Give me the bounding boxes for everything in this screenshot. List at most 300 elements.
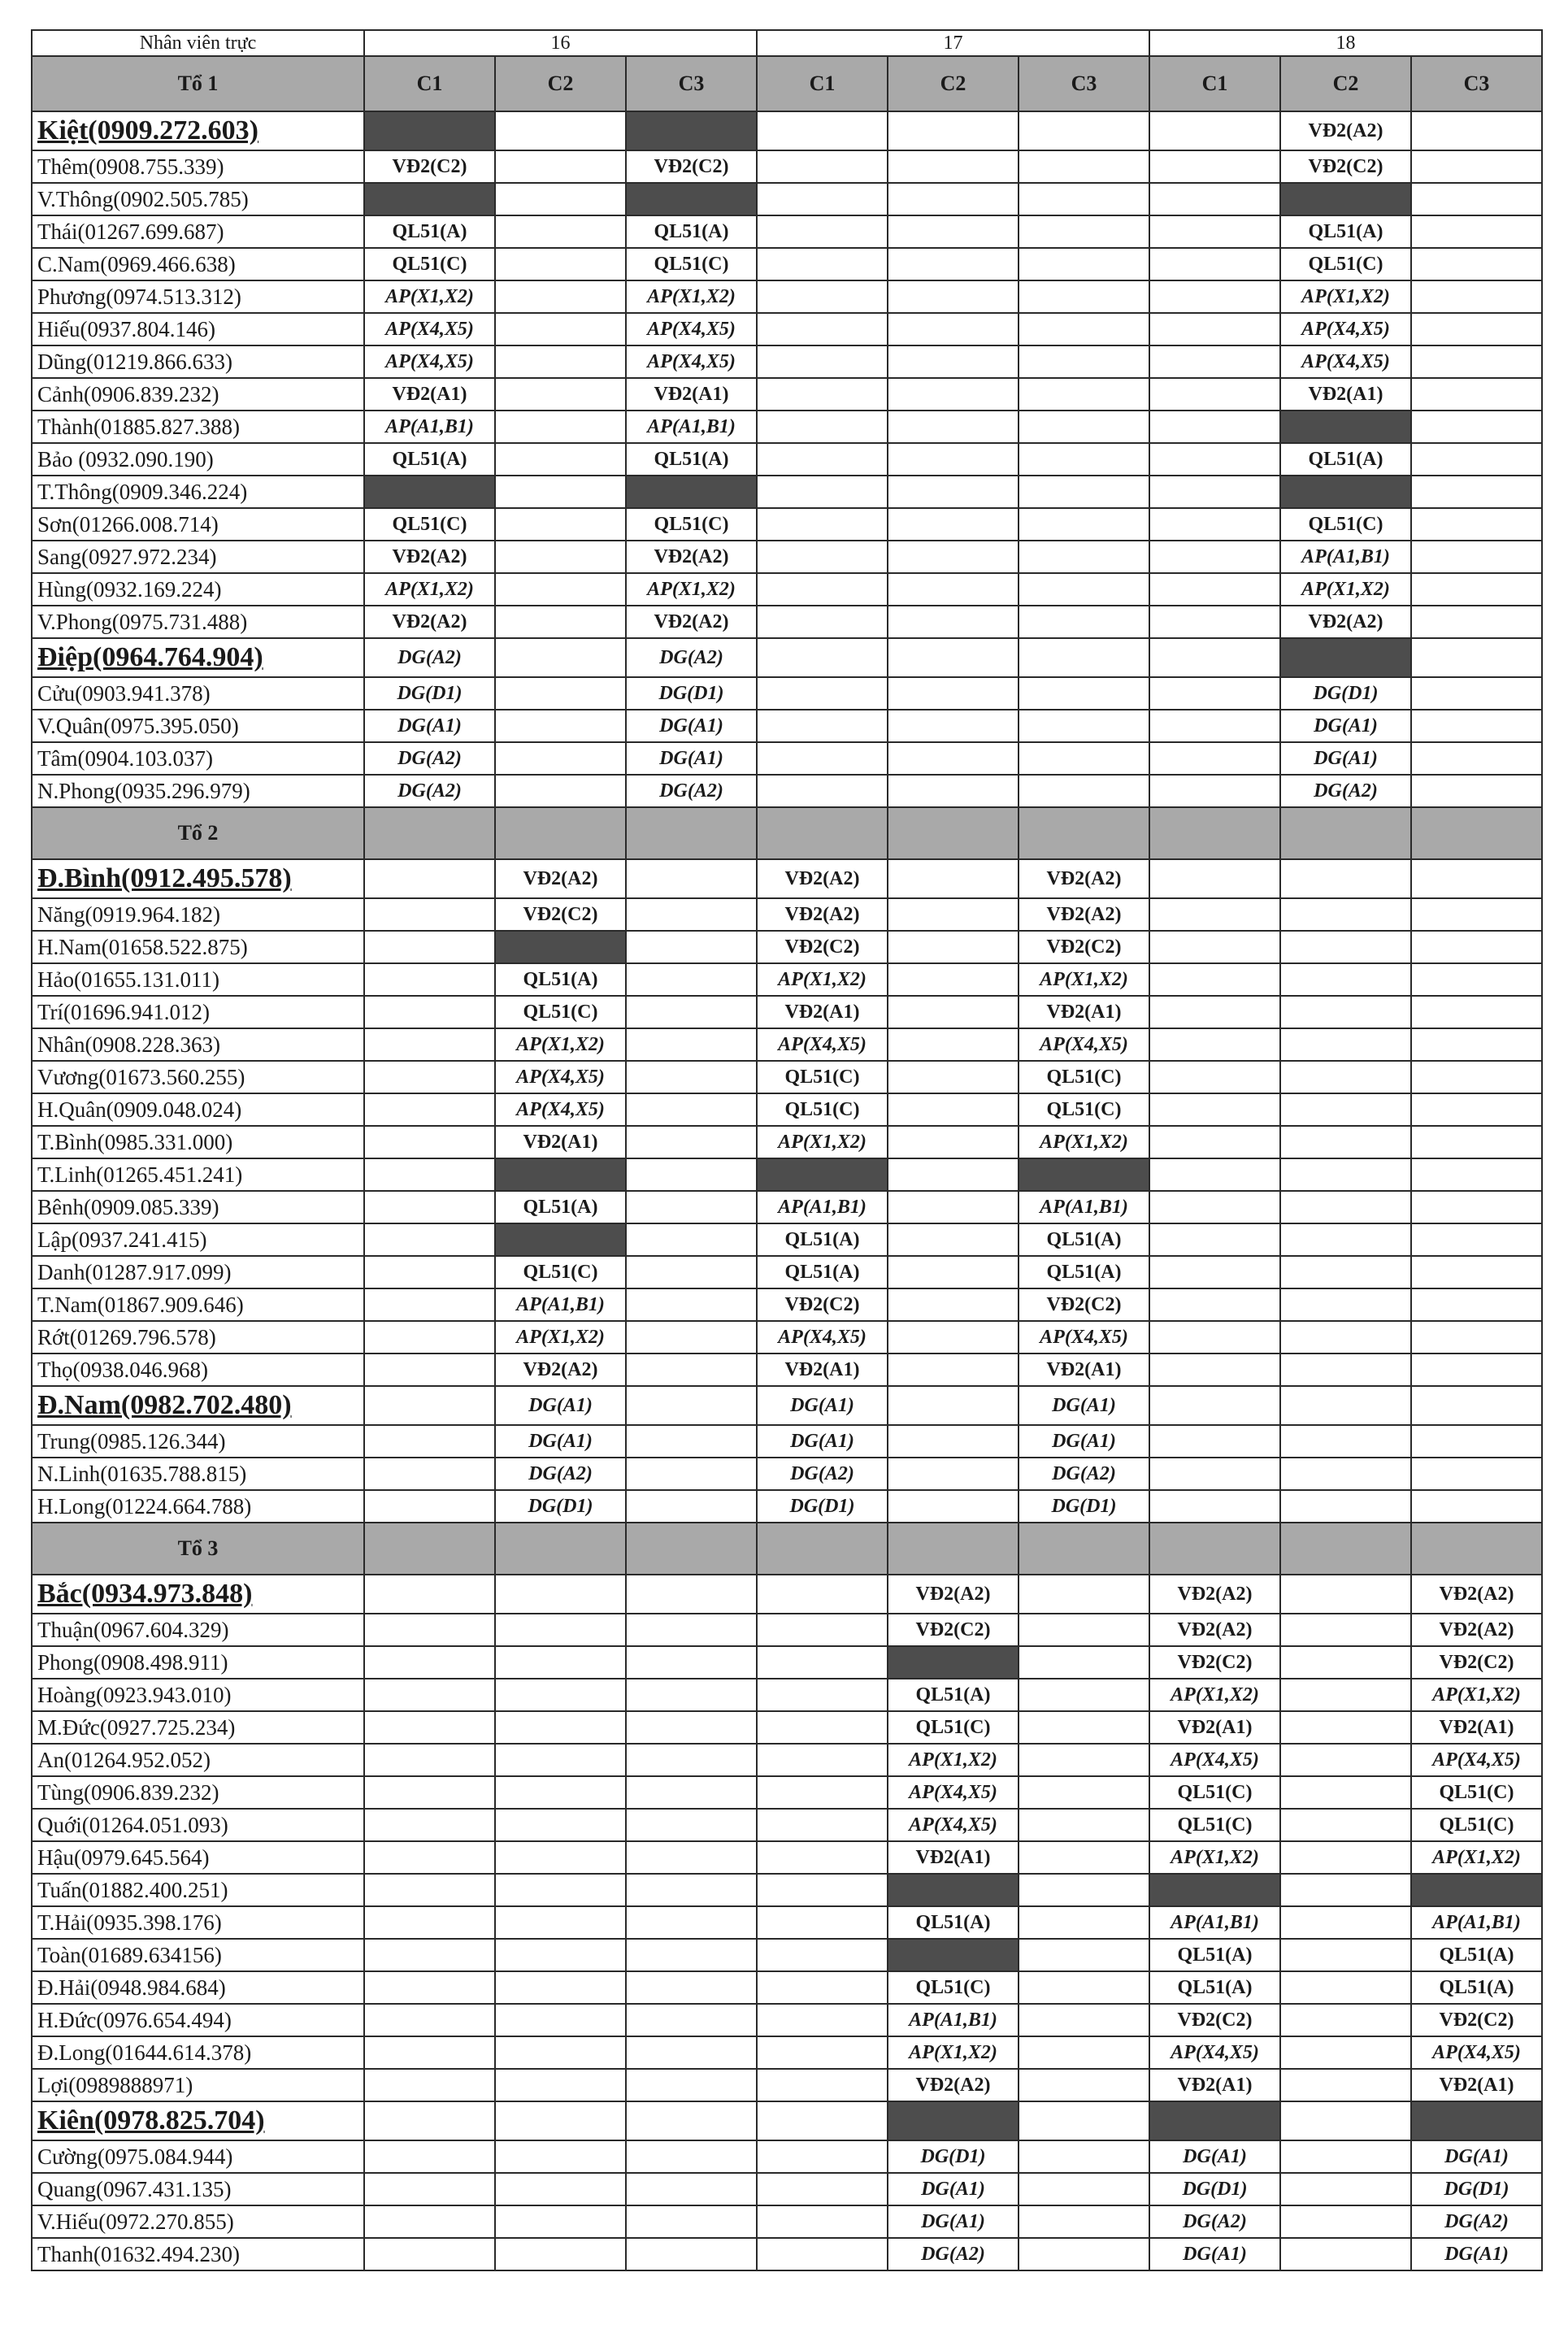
assignment-cell: VĐ2(A1) <box>1411 2069 1542 2101</box>
assignment-cell: QL51(A) <box>757 1223 888 1256</box>
shift-cell <box>1019 1939 1149 1971</box>
shift-cell <box>626 1386 757 1425</box>
assignment-cell: DG(D1) <box>1280 677 1411 710</box>
assignment-cell: QL51(C) <box>757 1061 888 1093</box>
shift-cell <box>1149 248 1280 280</box>
staff-row <box>32 2004 1542 2036</box>
shift-cell <box>1019 280 1149 313</box>
staff-row <box>32 280 1542 313</box>
team-leader-row <box>32 111 1542 150</box>
assignment-cell: DG(D1) <box>1019 1490 1149 1523</box>
shift-cell <box>626 1490 757 1523</box>
assignment-cell: VĐ2(A2) <box>888 2069 1019 2101</box>
staff-name: Sang(0927.972.234) <box>32 541 364 573</box>
assignment-cell: AP(X1,X2) <box>1149 1679 1280 1711</box>
shift-cell <box>757 1575 888 1614</box>
staff-row <box>32 606 1542 638</box>
staff-name: Hùng(0932.169.224) <box>32 573 364 606</box>
staff-row <box>32 1614 1542 1646</box>
assignment-cell: QL51(A) <box>1019 1256 1149 1288</box>
shift-cell <box>1411 111 1542 150</box>
assignment-cell: VĐ2(A2) <box>757 859 888 898</box>
shift-cell <box>1149 1093 1280 1126</box>
staff-row <box>32 345 1542 378</box>
shift-cell <box>626 1614 757 1646</box>
shift-cell <box>364 2140 495 2173</box>
assignment-cell: DG(A1) <box>626 710 757 742</box>
shift-cell <box>626 1809 757 1841</box>
staff-row <box>32 443 1542 476</box>
assignment-cell: DG(A1) <box>1280 710 1411 742</box>
shift-cell <box>495 508 626 541</box>
shift-cell <box>1411 1093 1542 1126</box>
shift-cell <box>495 476 626 508</box>
staff-name: Hiếu(0937.804.146) <box>32 313 364 345</box>
staff-row <box>32 1646 1542 1679</box>
group-label: Tổ 3 <box>32 1523 364 1575</box>
assignment-cell: VĐ2(A2) <box>1019 898 1149 931</box>
assignment-cell: QL51(A) <box>1280 215 1411 248</box>
shift-cell <box>1149 313 1280 345</box>
shift-cell <box>364 2173 495 2205</box>
staff-row <box>32 2173 1542 2205</box>
shift-cell <box>495 1679 626 1711</box>
shift-cell <box>1019 677 1149 710</box>
shift-cell <box>1019 775 1149 807</box>
assignment-cell: AP(X4,X5) <box>888 1809 1019 1841</box>
shift-cell <box>1280 1256 1411 1288</box>
shift-cell <box>1280 1744 1411 1776</box>
off-duty-cell <box>1280 183 1411 215</box>
shift-cell <box>1019 1744 1149 1776</box>
shift-cell <box>1019 1841 1149 1874</box>
assignment-cell: AP(X4,X5) <box>888 1776 1019 1809</box>
off-duty-cell <box>1019 1158 1149 1191</box>
shift-cell <box>757 1711 888 1744</box>
shift-cell <box>757 541 888 573</box>
staff-row <box>32 1425 1542 1458</box>
shift-cell <box>495 573 626 606</box>
shift-cell <box>1019 2036 1149 2069</box>
shift-cell <box>495 1906 626 1939</box>
shift-cell <box>495 345 626 378</box>
shift-cell <box>757 215 888 248</box>
shift-header: C1 <box>757 56 888 111</box>
shift-cell <box>757 1874 888 1906</box>
staff-row <box>32 1223 1542 1256</box>
shift-cell <box>1149 859 1280 898</box>
off-duty-cell <box>626 111 757 150</box>
off-duty-cell <box>888 2101 1019 2140</box>
shift-cell <box>626 1288 757 1321</box>
shift-cell <box>495 1874 626 1906</box>
team-leader-name: Đ.Nam(0982.702.480) <box>32 1386 364 1425</box>
shift-cell <box>1019 2069 1149 2101</box>
off-duty-cell <box>364 111 495 150</box>
shift-cell <box>1411 378 1542 411</box>
shift-cell <box>626 1841 757 1874</box>
shift-cell <box>495 1614 626 1646</box>
shift-cell <box>1280 1679 1411 1711</box>
staff-name: Cường(0975.084.944) <box>32 2140 364 2173</box>
staff-name: Đ.Long(01644.614.378) <box>32 2036 364 2069</box>
shift-cell <box>757 280 888 313</box>
shift-cell <box>1149 677 1280 710</box>
assignment-cell: DG(A2) <box>1149 2205 1280 2238</box>
shift-cell <box>1411 1386 1542 1425</box>
off-duty-cell <box>1280 411 1411 443</box>
shift-cell <box>888 1191 1019 1223</box>
shift-cell <box>626 1776 757 1809</box>
shift-cell <box>364 996 495 1028</box>
shift-header: C3 <box>626 56 757 111</box>
shift-cell <box>364 1158 495 1191</box>
assignment-cell: QL51(C) <box>364 248 495 280</box>
shift-cell <box>626 2101 757 2140</box>
shift-cell <box>495 775 626 807</box>
shift-cell <box>757 411 888 443</box>
shift-cell <box>495 313 626 345</box>
shift-cell <box>888 411 1019 443</box>
shift-cell <box>495 1809 626 1841</box>
shift-cell <box>626 1158 757 1191</box>
shift-cell <box>1019 345 1149 378</box>
group-header-cell <box>1019 1523 1149 1575</box>
shift-cell <box>888 1353 1019 1386</box>
group-header-cell <box>1411 1523 1542 1575</box>
assignment-cell: QL51(A) <box>626 215 757 248</box>
assignment-cell: DG(A2) <box>888 2238 1019 2270</box>
shift-cell <box>1280 1158 1411 1191</box>
staff-row <box>32 476 1542 508</box>
staff-name: An(01264.952.052) <box>32 1744 364 1776</box>
assignment-cell: VĐ2(A1) <box>757 1353 888 1386</box>
assignment-cell: AP(A1,B1) <box>1411 1906 1542 1939</box>
staff-name: T.Nam(01867.909.646) <box>32 1288 364 1321</box>
assignment-cell: DG(A1) <box>888 2205 1019 2238</box>
shift-cell <box>757 183 888 215</box>
staff-name: Quang(0967.431.135) <box>32 2173 364 2205</box>
staff-row <box>32 742 1542 775</box>
group-header-cell <box>1019 807 1149 859</box>
shift-cell <box>1411 508 1542 541</box>
shift-cell <box>1019 606 1149 638</box>
team-leader-row <box>32 1575 1542 1614</box>
shift-cell <box>1411 150 1542 183</box>
shift-cell <box>757 2173 888 2205</box>
shift-cell <box>1280 1223 1411 1256</box>
assignment-cell: AP(X1,X2) <box>888 1744 1019 1776</box>
assignment-cell: VĐ2(A2) <box>888 1575 1019 1614</box>
staff-name: H.Nam(01658.522.875) <box>32 931 364 963</box>
shift-cell <box>1280 931 1411 963</box>
assignment-cell: QL51(A) <box>364 215 495 248</box>
shift-cell <box>1280 1321 1411 1353</box>
assignment-cell: AP(X4,X5) <box>1019 1321 1149 1353</box>
staff-row <box>32 2238 1542 2270</box>
assignment-cell: AP(X1,X2) <box>495 1321 626 1353</box>
staff-name: V.Hiếu(0972.270.855) <box>32 2205 364 2238</box>
shift-cell <box>1411 1191 1542 1223</box>
shift-cell <box>364 1711 495 1744</box>
shift-cell <box>495 411 626 443</box>
assignment-cell: DG(A2) <box>1019 1458 1149 1490</box>
assignment-cell: VĐ2(C2) <box>757 931 888 963</box>
staff-row <box>32 775 1542 807</box>
shift-cell <box>495 280 626 313</box>
shift-cell <box>757 2101 888 2140</box>
assignment-cell: QL51(A) <box>495 1191 626 1223</box>
shift-cell <box>888 150 1019 183</box>
assignment-cell: DG(A2) <box>1280 775 1411 807</box>
shift-cell <box>495 742 626 775</box>
staff-row <box>32 1744 1542 1776</box>
day-header: 18 <box>1149 30 1542 56</box>
team-leader-row <box>32 2101 1542 2140</box>
off-duty-cell <box>1280 476 1411 508</box>
shift-cell <box>1280 2069 1411 2101</box>
assignment-cell: AP(X1,X2) <box>495 1028 626 1061</box>
staff-row <box>32 2140 1542 2173</box>
assignment-cell: VĐ2(C2) <box>364 150 495 183</box>
shift-cell <box>888 313 1019 345</box>
off-duty-cell <box>1280 638 1411 677</box>
group-header-cell <box>1280 1523 1411 1575</box>
shift-cell <box>888 1158 1019 1191</box>
assignment-cell: VĐ2(A1) <box>626 378 757 411</box>
shift-cell <box>1149 996 1280 1028</box>
assignment-cell: AP(X4,X5) <box>757 1028 888 1061</box>
assignment-cell: AP(X1,X2) <box>1149 1841 1280 1874</box>
assignment-cell: DG(A1) <box>1280 742 1411 775</box>
shift-cell <box>1149 1223 1280 1256</box>
shift-cell <box>888 638 1019 677</box>
staff-name: Năng(0919.964.182) <box>32 898 364 931</box>
shift-cell <box>626 2238 757 2270</box>
staff-row <box>32 1906 1542 1939</box>
shift-cell <box>1019 541 1149 573</box>
shift-cell <box>1149 898 1280 931</box>
shift-cell <box>1411 345 1542 378</box>
shift-cell <box>495 1971 626 2004</box>
staff-name: Tùng(0906.839.232) <box>32 1776 364 1809</box>
off-duty-cell <box>364 476 495 508</box>
shift-cell <box>626 2205 757 2238</box>
staff-name: T.Hải(0935.398.176) <box>32 1906 364 1939</box>
shift-cell <box>495 378 626 411</box>
roster-title: Nhân viên trực <box>32 30 364 56</box>
shift-cell <box>1411 1353 1542 1386</box>
shift-cell <box>888 1490 1019 1523</box>
shift-cell <box>495 677 626 710</box>
assignment-cell: AP(X4,X5) <box>1280 313 1411 345</box>
shift-cell <box>1019 2004 1149 2036</box>
shift-cell <box>1019 1809 1149 1841</box>
shift-cell <box>888 508 1019 541</box>
shift-cell <box>1019 313 1149 345</box>
shift-cell <box>1280 1971 1411 2004</box>
staff-row <box>32 931 1542 963</box>
shift-cell <box>364 1223 495 1256</box>
off-duty-cell <box>495 1223 626 1256</box>
shift-cell <box>757 1646 888 1679</box>
shift-cell <box>888 1321 1019 1353</box>
shift-cell <box>757 775 888 807</box>
staff-name: Phương(0974.513.312) <box>32 280 364 313</box>
staff-row <box>32 1679 1542 1711</box>
staff-row <box>32 2069 1542 2101</box>
shift-cell <box>757 1971 888 2004</box>
assignment-cell: VĐ2(A2) <box>364 541 495 573</box>
shift-cell <box>364 1939 495 1971</box>
shift-cell <box>626 2004 757 2036</box>
shift-cell <box>1149 1061 1280 1093</box>
assignment-cell: AP(X4,X5) <box>757 1321 888 1353</box>
team-leader-row <box>32 1386 1542 1425</box>
assignment-cell: VĐ2(C2) <box>757 1288 888 1321</box>
shift-cell <box>757 378 888 411</box>
shift-cell <box>1411 1256 1542 1288</box>
staff-name: Hoàng(0923.943.010) <box>32 1679 364 1711</box>
assignment-cell: AP(X4,X5) <box>495 1061 626 1093</box>
shift-cell <box>1019 1906 1149 1939</box>
staff-row <box>32 541 1542 573</box>
off-duty-cell <box>626 183 757 215</box>
assignment-cell: DG(A1) <box>1411 2140 1542 2173</box>
shift-cell <box>626 1256 757 1288</box>
shift-cell <box>757 573 888 606</box>
shift-cell <box>1019 378 1149 411</box>
shift-cell <box>364 1971 495 2004</box>
shift-cell <box>1280 2173 1411 2205</box>
assignment-cell: QL51(C) <box>757 1093 888 1126</box>
staff-name: Lợi(0989888971) <box>32 2069 364 2101</box>
group-header-row <box>32 56 1542 111</box>
assignment-cell: AP(X4,X5) <box>495 1093 626 1126</box>
shift-cell <box>626 1939 757 1971</box>
shift-cell <box>495 1841 626 1874</box>
assignment-cell: QL51(A) <box>888 1679 1019 1711</box>
assignment-cell: AP(X4,X5) <box>1149 1744 1280 1776</box>
assignment-cell: VĐ2(A1) <box>1149 1711 1280 1744</box>
shift-cell <box>888 111 1019 150</box>
shift-cell <box>1411 859 1542 898</box>
shift-cell <box>364 1776 495 1809</box>
assignment-cell: VĐ2(A2) <box>364 606 495 638</box>
assignment-cell: DG(D1) <box>364 677 495 710</box>
shift-cell <box>757 150 888 183</box>
shift-header: C3 <box>1019 56 1149 111</box>
shift-cell <box>1149 111 1280 150</box>
staff-row <box>32 183 1542 215</box>
shift-cell <box>1019 573 1149 606</box>
shift-cell <box>1019 1874 1149 1906</box>
shift-cell <box>1280 1093 1411 1126</box>
shift-cell <box>364 1874 495 1906</box>
shift-cell <box>1019 1971 1149 2004</box>
shift-cell <box>1149 775 1280 807</box>
staff-name: Thành(01885.827.388) <box>32 411 364 443</box>
assignment-cell: DG(A1) <box>495 1386 626 1425</box>
assignment-cell: AP(X1,X2) <box>1280 280 1411 313</box>
assignment-cell: QL51(C) <box>1149 1809 1280 1841</box>
shift-cell <box>1411 573 1542 606</box>
shift-cell <box>364 1490 495 1523</box>
assignment-cell: DG(A1) <box>1019 1425 1149 1458</box>
assignment-cell: VĐ2(A2) <box>757 898 888 931</box>
shift-cell <box>888 1223 1019 1256</box>
assignment-cell: VĐ2(C2) <box>626 150 757 183</box>
assignment-cell: DG(A1) <box>757 1386 888 1425</box>
shift-cell <box>364 1386 495 1425</box>
assignment-cell: QL51(A) <box>757 1256 888 1288</box>
assignment-cell: AP(X1,X2) <box>626 280 757 313</box>
assignment-cell: VĐ2(A2) <box>1411 1614 1542 1646</box>
shift-cell <box>1411 1158 1542 1191</box>
staff-row <box>32 1874 1542 1906</box>
staff-name: V.Thông(0902.505.785) <box>32 183 364 215</box>
assignment-cell: AP(X4,X5) <box>626 313 757 345</box>
shift-cell <box>757 2140 888 2173</box>
off-duty-cell <box>1411 2101 1542 2140</box>
staff-row <box>32 710 1542 742</box>
shift-cell <box>1280 1874 1411 1906</box>
team-leader-name: Đ.Bình(0912.495.578) <box>32 859 364 898</box>
shift-cell <box>364 898 495 931</box>
shift-cell <box>364 1061 495 1093</box>
shift-cell <box>495 1939 626 1971</box>
assignment-cell: DG(D1) <box>1149 2173 1280 2205</box>
shift-cell <box>626 1028 757 1061</box>
shift-cell <box>1019 2101 1149 2140</box>
staff-row <box>32 150 1542 183</box>
shift-cell <box>757 443 888 476</box>
shift-cell <box>1149 606 1280 638</box>
assignment-cell: QL51(A) <box>626 443 757 476</box>
shift-cell <box>1149 443 1280 476</box>
shift-cell <box>888 345 1019 378</box>
shift-cell <box>1019 411 1149 443</box>
staff-row <box>32 677 1542 710</box>
assignment-cell: AP(X4,X5) <box>1411 1744 1542 1776</box>
assignment-cell: QL51(A) <box>364 443 495 476</box>
assignment-cell: QL51(C) <box>1149 1776 1280 1809</box>
shift-cell <box>1280 996 1411 1028</box>
assignment-cell: AP(X1,X2) <box>1019 1126 1149 1158</box>
shift-cell <box>626 1575 757 1614</box>
shift-cell <box>1411 248 1542 280</box>
staff-row <box>32 963 1542 996</box>
shift-header: C1 <box>1149 56 1280 111</box>
staff-name: Hảo(01655.131.011) <box>32 963 364 996</box>
shift-cell <box>888 573 1019 606</box>
staff-row <box>32 508 1542 541</box>
staff-row <box>32 1126 1542 1158</box>
staff-row <box>32 1061 1542 1093</box>
shift-cell <box>1019 150 1149 183</box>
shift-cell <box>1149 378 1280 411</box>
shift-cell <box>626 1679 757 1711</box>
group-header-cell <box>1149 807 1280 859</box>
off-duty-cell <box>1411 1874 1542 1906</box>
shift-cell <box>1411 183 1542 215</box>
shift-cell <box>495 2069 626 2101</box>
shift-cell <box>626 1711 757 1744</box>
shift-cell <box>888 931 1019 963</box>
shift-cell <box>888 1288 1019 1321</box>
staff-name: Vương(01673.560.255) <box>32 1061 364 1093</box>
shift-cell <box>888 963 1019 996</box>
